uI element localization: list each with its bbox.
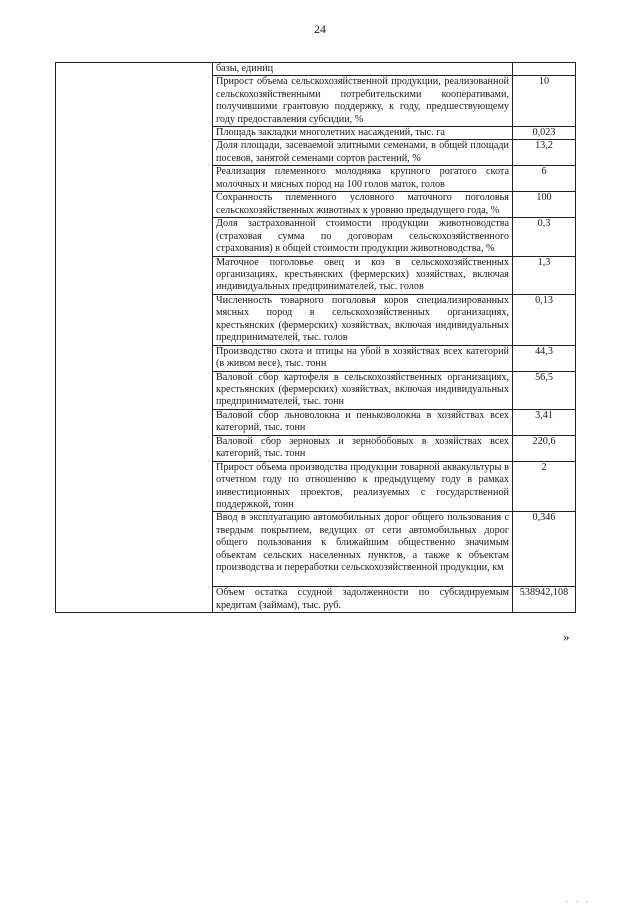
indicator-name: базы, единиц	[213, 63, 513, 76]
indicator-name: Реализация племенного молодняка крупного рогатого скота молочных и мясных пород на 100 голов маток, голов	[213, 166, 513, 192]
indicator-value: 0,3	[513, 218, 576, 256]
indicator-name: Маточное поголовье овец и коз в сельскохозяйственных организациях, крестьянских (фермерских) хозяйствах, включая индивидуальных предпринимателей, тыс. голов	[213, 256, 513, 294]
indicator-value: 10	[513, 76, 576, 127]
indicator-value: 0,023	[513, 127, 576, 140]
indicator-name: Валовой сбор картофеля в сельскохозяйственных организациях, крестьянских (фермерских) хозяйствах, включая индивидуальных предпринимателей, тыс. тонн	[213, 371, 513, 409]
page-number: 24	[314, 22, 326, 36]
indicator-value: 56,5	[513, 371, 576, 409]
indicator-name: Производство скота и птицы на убой в хозяйствах всех категорий (в живом весе), тыс. тонн	[213, 345, 513, 371]
indicator-value: 0,346	[513, 512, 576, 587]
indicators-table	[55, 62, 576, 613]
indicator-name: Доля площади, засеваемой элитными семенами, в общей площади посевов, занятой семенами сортов растений, %	[213, 140, 513, 166]
indicator-value: 0,13	[513, 294, 576, 345]
indicator-value: 2	[513, 461, 576, 512]
indicator-name: Объем остатка ссудной задолженности по субсидируемым кредитам (займам), тыс. руб.	[213, 587, 513, 613]
indicator-name: Валовой сбор льноволокна и пеньковолокна в хозяйствах всех категорий, тыс. тонн	[213, 409, 513, 435]
indicator-value: 1,3	[513, 256, 576, 294]
indicator-name: Площадь закладки многолетних насаждений, тыс. га	[213, 127, 513, 140]
indicator-value: 13,2	[513, 140, 576, 166]
indicator-name: Прирост объема производства продукции товарной аквакультуры в отчетном году по отношению к предыдущему году в рамках инвестиционных проектов, реализуемых с государственной поддержкой, тонн	[213, 461, 513, 512]
indicator-name: Валовой сбор зерновых и зернобобовых в хозяйствах всех категорий, тыс. тонн	[213, 435, 513, 461]
left-column-cell	[56, 63, 213, 613]
scan-edge-dots: . . .	[566, 895, 591, 904]
table-row	[56, 63, 576, 76]
indicator-name: Доля застрахованной стоимости продукции животноводства (страховая сумма по договорам сельскохозяйственного страхования) в общей стоимости продукции животноводства, %	[213, 218, 513, 256]
indicator-value: 6	[513, 166, 576, 192]
indicator-value	[513, 63, 576, 76]
indicator-value: 44,3	[513, 345, 576, 371]
closing-quote-mark: »	[563, 629, 570, 644]
indicator-name: Ввод в эксплуатацию автомобильных дорог общего пользования с твердым покрытием, ведущих от сети автомобильных дорог общего пользования к ближайшим общественно значимым объектам сельских населенных пунктов, а также к объектам производства и переработки сельскохозяйственной продукции, км	[213, 512, 513, 587]
indicator-name: Сохранность племенного условного маточного поголовья сельскохозяйственных животных к уровню предыдущего года, %	[213, 192, 513, 218]
indicator-value: 100	[513, 192, 576, 218]
indicator-name: Прирост объема сельскохозяйственной продукции, реализованной сельскохозяйственными потребительскими кооперативами, получившими грантовую поддержку, к году, предшествующему году предоставления субсидии, %	[213, 76, 513, 127]
indicator-value: 220,6	[513, 435, 576, 461]
indicator-name: Численность товарного поголовья коров специализированных мясных пород в сельскохозяйственных организациях, крестьянских (фермерских) хозяйствах, включая индивидуальных предпринимателей, тыс. голов	[213, 294, 513, 345]
indicator-value: 538942,108	[513, 587, 576, 613]
indicator-value: 3,41	[513, 409, 576, 435]
